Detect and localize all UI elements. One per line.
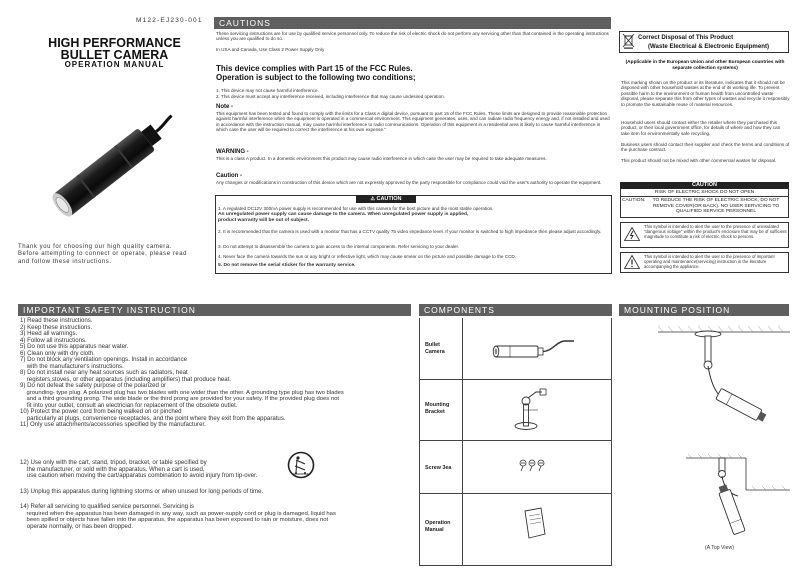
caution-box-label: CAUTION [376, 196, 402, 202]
title-line-1: HIGH PERFORMANCE [48, 36, 181, 50]
safety-line: required when the apparatus has been damaged in any way, such as power-supply cord or plug is damaged, liquid has [20, 510, 336, 517]
safety-line: registers,stoves, or other apparatus (including amplifiers) that produce heat. [20, 375, 232, 383]
intro-text: Thank you for choosing our high quality camera. Before attempting to connect or operate, please read and follow these instructions. [18, 244, 188, 265]
weee-paragraph-3: Business users should contact their supplier and check the terms and conditions of the purchase contract. [621, 142, 790, 153]
fcc-heading-2: Operation is subject to the following two conditions; [216, 73, 416, 82]
caution-item-2: 2. It is recommended that the camera is used with a monitor that has a CCTV quality 75 video impedance level. If your monitor is switched to high impedance then please adjust accordingly. [218, 229, 602, 234]
weee-title-1: Correct Disposal of This Product [638, 34, 734, 41]
component-row-border [419, 493, 612, 494]
cautions-header: CAUTIONS [214, 17, 611, 29]
weee-applicable: (Applicable in the European Union and other European countries with separate collection systems) [625, 60, 785, 71]
component-label: Operation Manual [425, 520, 451, 533]
safety-line: 12) Use only with the cart, stand, tripod, bracket, or table specified by [20, 459, 207, 466]
shock-risk: RISK OF ELECTRIC SHOCK DO NOT OPEN [620, 190, 789, 197]
lightning-triangle-icon [624, 227, 640, 241]
component-row-border [419, 379, 612, 380]
safety-list [20, 318, 344, 429]
component-label: Mounting Bracket [425, 402, 450, 415]
cart-tipover-icon [287, 451, 315, 479]
component-label: Screw 3ea [425, 465, 452, 471]
safety-line: 8) Do not install near any heat sources such as radiators, heat [20, 369, 188, 376]
safety-item-14 [20, 504, 336, 530]
caution-item-1a: 1. A regulated DC12V 300mA power supply is recommended for use with this camera for the best picture and the most stable operation. [218, 206, 494, 211]
safety-line: 7) Do not block any ventilation openings. Install in accordance [20, 356, 188, 363]
safety-line: the manufacturer, or sold with the apparatus. When a cart is used, [20, 465, 205, 473]
safety-line: 2) Keep these instructions. [20, 323, 93, 331]
cautions-paragraph-2: In USA and Canada, Use Class 2 Power Supply Only [216, 47, 325, 52]
caution-item-5: 5. Do not remove the serial sticker for the warranty service. [218, 263, 356, 268]
shock-caution-label: CAUTION: [622, 198, 646, 203]
mounting-header: MOUNTING POSITION [619, 304, 789, 316]
cautions-paragraph-1: These servicing instructions are for use by qualified service personnel only. To reduce the risk of electric shock do not perform any servicing other than that contained in the operating instructions unless you are qualified to do so. [216, 31, 609, 42]
safety-item-13 [20, 489, 263, 496]
components-divider [462, 318, 463, 566]
safety-line: 10) Protect the power cord from being walked on or pinched [20, 408, 182, 415]
mounting-bracket-icon [512, 388, 552, 432]
safety-line: 11) Only use attachments/accessories specified by the manufacturer. [20, 421, 206, 428]
crossed-bin-icon [622, 33, 635, 49]
exclamation-triangle-icon [624, 255, 640, 269]
safety-line: been spilled or objects have fallen into the apparatus, the apparatus has been exposed to rain or moisture, does not [20, 517, 329, 523]
safety-line: operate normally, or has been dropped. [20, 522, 134, 530]
caution-item-4: 4. Never face the camera towards the sun or any bright or reflective light, which may cause smear on the picture and possible damage to the CCD. [218, 254, 516, 259]
caution-item-3: 3. Do not attempt to disassemble the camera to gain access to the internal components. Refer servicing to your dealer. [218, 244, 460, 249]
safety-line: particularly at plugs, convenience receptacles, and the point where they exit from the apparatus. [20, 414, 286, 422]
safety-line: 14) Refer all servicing to qualified service personnel. Servicing is [20, 503, 195, 510]
fcc-heading-1: This device complies with Part 15 of the FCC Rules. [216, 64, 413, 73]
caution-item-1b: An unregulated power supply can cause damage to the camera. When unregulated power supply is applied, [218, 212, 469, 217]
symbol-1-text: This symbol is intended to alert the user to the presence of uninsulated "dangerous voltage" within the product's enclosure that may be of sufficient magnitude to constitute a risk of electric shock to persons. [644, 224, 787, 239]
safety-line: 1) Read these instructions. [20, 317, 93, 324]
safety-header: IMPORTANT SAFETY INSTRUCTION [18, 304, 411, 316]
weee-paragraph-2: Household users should contact either the retailer where they purchased this product, or their local government office, for details of where and how they can take item for environmentally safe recycling. [621, 120, 781, 136]
safety-line: grounding- type plug. A polarized plug has two blades with one wider than the other. A grounding type plug has two blades [20, 389, 344, 396]
fcc-condition-2: 2. This device must accept any interference received, including interference that may cause undesired operation. [216, 94, 445, 99]
caution-title: Caution - [216, 173, 242, 179]
warning-title: WARNING - [216, 149, 249, 155]
screws-icon [518, 458, 548, 472]
weee-paragraph-1: This marking shown on the product or its literature, indicates that it should not be disposed with other household wastes at the end of its working life. To prevent possible harm to the environment or human health from uncontrolled waste disposal, please separate this from other types of wastes and recycle it responsibly to promote the sustainable reuse of material resources. [621, 80, 790, 107]
bullet-camera-icon [490, 332, 580, 366]
safety-line: 9) Do not defeat the safety purpose of the polarized or [20, 382, 167, 389]
caution-box-label-wrap [356, 195, 416, 203]
safety-line: 3) Heed all warnings. [20, 330, 78, 337]
component-label: Bullet Camera [425, 342, 445, 355]
warning-triangle-icon: ⚠ [370, 196, 375, 202]
symbol-2-text: This symbol is intended to alert the user to the presence of important operating and maintenance(servicing) instruction in the literature accompanying the appliance. [644, 254, 775, 269]
safety-line: with the manufacturer's instructions. [20, 362, 124, 370]
title-line-2: BULLET CAMERA [60, 48, 169, 62]
safety-line: fit into your outlet, consult an electrician for replacement of the obsolete outlet. [20, 401, 238, 409]
shock-reduce-text: TO REDUCE THE RISK OF ELECTRIC SHOCK, DO NOT REMOVE COVER(OR BACK). NO USER SERVICING TO QUALIFIED SERVICE PERSONNEL [652, 198, 780, 215]
weee-paragraph-4: This product should not be mixed with other commercial wastes for disposal. [621, 158, 777, 163]
mounting-caption: (A Top View) [705, 545, 734, 551]
note-title: Note - [216, 104, 233, 110]
ceiling-mount-illustration [658, 320, 790, 430]
manual-icon [523, 507, 547, 539]
safety-line: and a third grounding prong. The wide blade or the third prong are provided for your safety. If the provided plug does not [20, 396, 340, 402]
fcc-condition-1: 1. This device may not cause harmful interference. [216, 88, 319, 93]
safety-line: use caution when moving the cart/apparatus combination to avoid injury from tip-over. [20, 472, 258, 479]
caution-text: Any changes or modifications in construction of this device which are not expressly approved by the party responsible for compliance could void the user's authority to operate the equipment. [216, 180, 602, 185]
weee-title-2: (Waste Electrical & Electronic Equipment) [648, 43, 769, 50]
warning-text: This is a class A product. In a domestic environment this product may cause radio interference in which case the user may be required to take adequate measures. [216, 156, 547, 161]
safety-line: 13) Unplug this apparatus during lightning storms or when unused for long periods of time. [20, 488, 264, 495]
caution-item-1c: product warranty will be out of subject. [218, 218, 310, 223]
safety-line: 6) Clean only with dry cloth. [20, 349, 95, 357]
wall-mount-illustration [686, 454, 790, 544]
safety-line: 4) Follow all instructions. [20, 336, 87, 344]
subtitle: OPERATION MANUAL [64, 60, 165, 69]
shock-caution-header: CAUTION [620, 182, 789, 189]
model-number: M122-EJ230-001 [136, 17, 203, 24]
camera-product-image [30, 95, 200, 245]
note-text: This equipment has been tested and found to comply with the limits for a Class A digital device, pursuant to part 15 of the FCC Rules. These limits are designed to provide reasonable protection against harmful interference when the equipment is operated in a commercial environment. This equipment generates, uses, and can radiate radio frequency energy and, if not installed and used in accordance with the instruction manual, may cause harmful interference to radio communications. Operation of this equipment in a residential area is likely to cause harmful interference in which case the user will be required to correct the interference at his own expense." [216, 111, 610, 133]
safety-line: 5) Do not use this apparatus near water. [20, 343, 129, 350]
safety-item-12 [20, 460, 257, 480]
component-row-border [419, 440, 612, 441]
components-header: COMPONENTS [419, 304, 612, 316]
